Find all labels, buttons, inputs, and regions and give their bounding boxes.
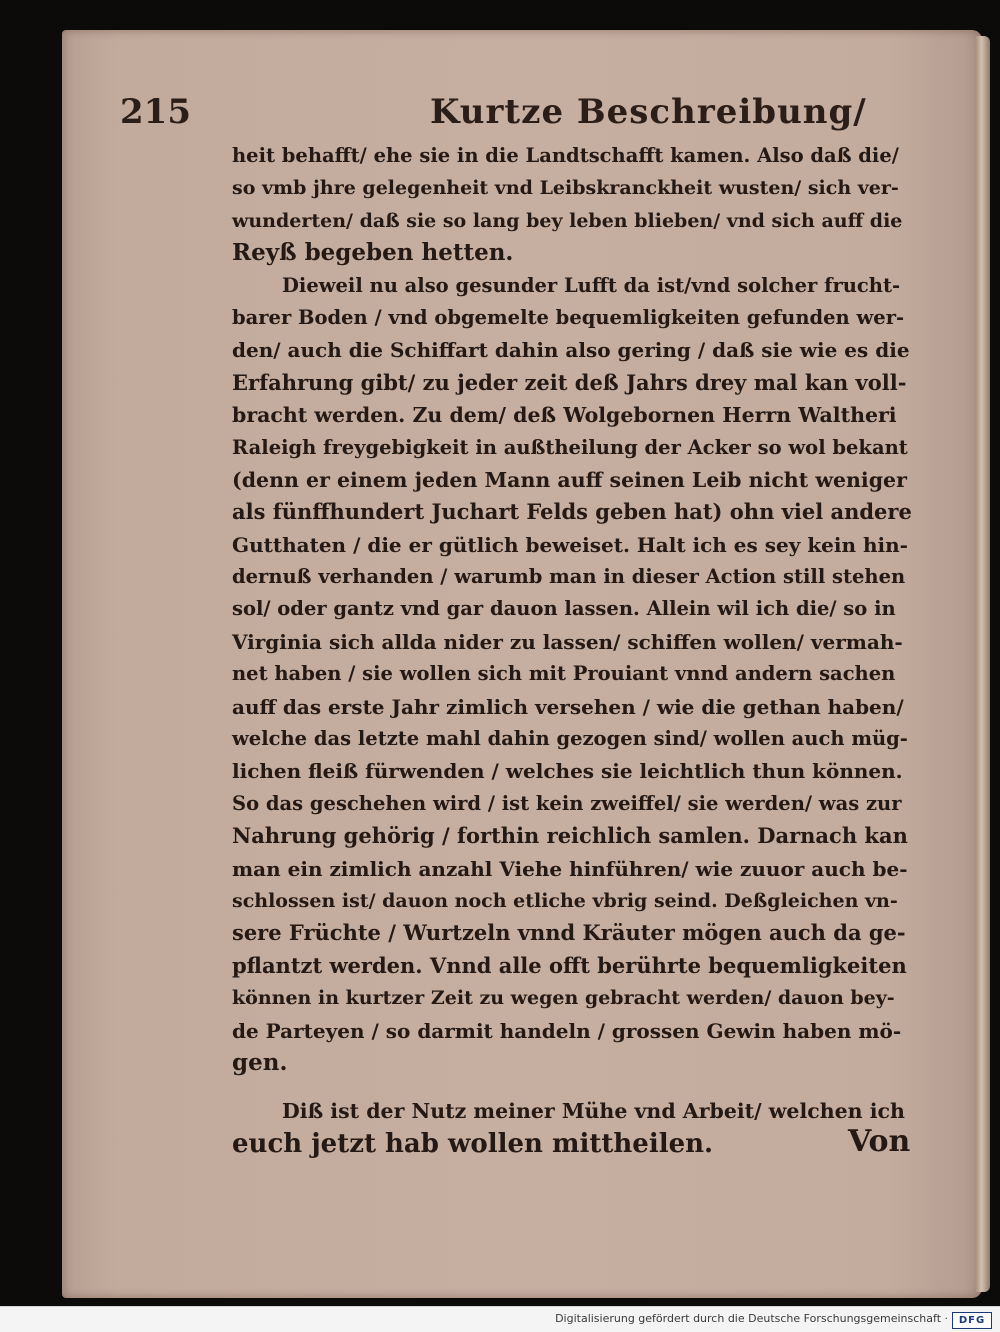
text-line: man ein zimlich anzahl Viehe hinführen/ wie zuuor auch be- <box>232 856 908 881</box>
text-line: dernuß verhanden / warumb man in dieser Action still stehen <box>232 565 906 589</box>
text-line: auff das erste Jahr zimlich versehen / wie die gethan haben/ <box>232 694 904 719</box>
text-line: so vmb jhre gelegenheit vnd Leibskranckheit wusten/ sich ver- <box>232 177 899 200</box>
text-line: wunderten/ daß sie so lang bey leben blieben/ vnd sich auff die <box>232 209 903 232</box>
text-line: net haben / sie wollen sich mit Prouiant vnnd andern sachen <box>232 662 896 686</box>
text-line: Virginia sich allda nider zu lassen/ schiffen wollen/ vermah- <box>232 629 903 654</box>
text-line: de Parteyen / so darmit handeln / grossen Gewin haben mö- <box>232 1018 902 1043</box>
text-line: Erfahrung gibt/ zu jeder zeit deß Jahrs drey mal kan voll- <box>232 369 907 395</box>
text-line: heit behafft/ ehe sie in die Landtschafft kamen. Also daß die/ <box>232 144 899 167</box>
paragraph-3 <box>232 1095 912 1160</box>
page-header <box>120 92 920 140</box>
text-line: lichen fleiß fürwenden / welches sie leichtlich thun können. <box>232 759 903 784</box>
text-line: sol/ oder gantz vnd gar dauon lassen. Allein wil ich die/ so in <box>232 597 896 621</box>
text-line: sere Früchte / Wurtzeln vnnd Kräuter mögen auch da ge- <box>232 920 906 946</box>
text-line: den/ auch die Schiffart dahin also gering / daß sie wie es die <box>232 338 910 363</box>
text-line: So das geschehen wird / ist kein zweiffel/ sie werden/ was zur <box>232 791 902 815</box>
catchword: Von <box>848 1124 911 1159</box>
paragraph-2 <box>232 270 912 1080</box>
text-line: barer Boden / vnd obgemelte bequemligkeiten gefunden wer- <box>232 305 905 329</box>
dfg-logo: DFG <box>952 1312 992 1329</box>
text-line: Raleigh freygebigkeit in außtheilung der Acker so wol bekant <box>232 435 908 459</box>
text-line: welche das letzte mahl dahin gezogen sind/ wollen auch müg- <box>232 727 908 751</box>
digitization-footer <box>0 1306 1000 1332</box>
text-line: als fünffhundert Juchart Felds geben hat) ohn viel andere <box>232 499 912 525</box>
text-line: gen. <box>232 1048 288 1076</box>
text-line: Nahrung gehörig / forthin reichlich samlen. Darnach kan <box>232 823 908 849</box>
text-line: Gutthaten / die er gütlich beweiset. Halt ich es sey kein hin- <box>232 532 908 557</box>
paragraph-1 <box>232 140 912 270</box>
text-line: bracht werden. Zu dem/ deß Wolgebornen Herrn Waltheri <box>232 403 897 428</box>
text-line: (denn er einem jeden Mann auff seinen Leib nicht weniger <box>232 467 907 492</box>
body-text <box>232 140 912 1160</box>
page-edge <box>976 36 990 1292</box>
running-head: Kurtze Beschreibung/ <box>430 92 867 132</box>
text-line: Dieweil nu also gesunder Lufft da ist/vnd solcher frucht- <box>282 273 901 297</box>
funding-credit: Digitalisierung gefördert durch die Deutsche Forschungsgemeinschaft · <box>555 1312 948 1325</box>
text-line: euch jetzt hab wollen mittheilen. <box>232 1128 714 1159</box>
text-line: pflantzt werden. Vnnd alle offt berührte bequemligkeiten <box>232 952 907 978</box>
text-line: Reyß begeben hetten. <box>232 239 514 267</box>
text-line: schlossen ist/ dauon noch etliche vbrig seind. Deßgleichen vn- <box>232 889 898 912</box>
text-line: Diß ist der Nutz meiner Mühe vnd Arbeit/ welchen ich <box>282 1099 905 1124</box>
page-number: 215 <box>120 92 191 132</box>
text-line: können in kurtzer Zeit zu wegen gebracht werden/ dauon bey- <box>232 987 895 1010</box>
